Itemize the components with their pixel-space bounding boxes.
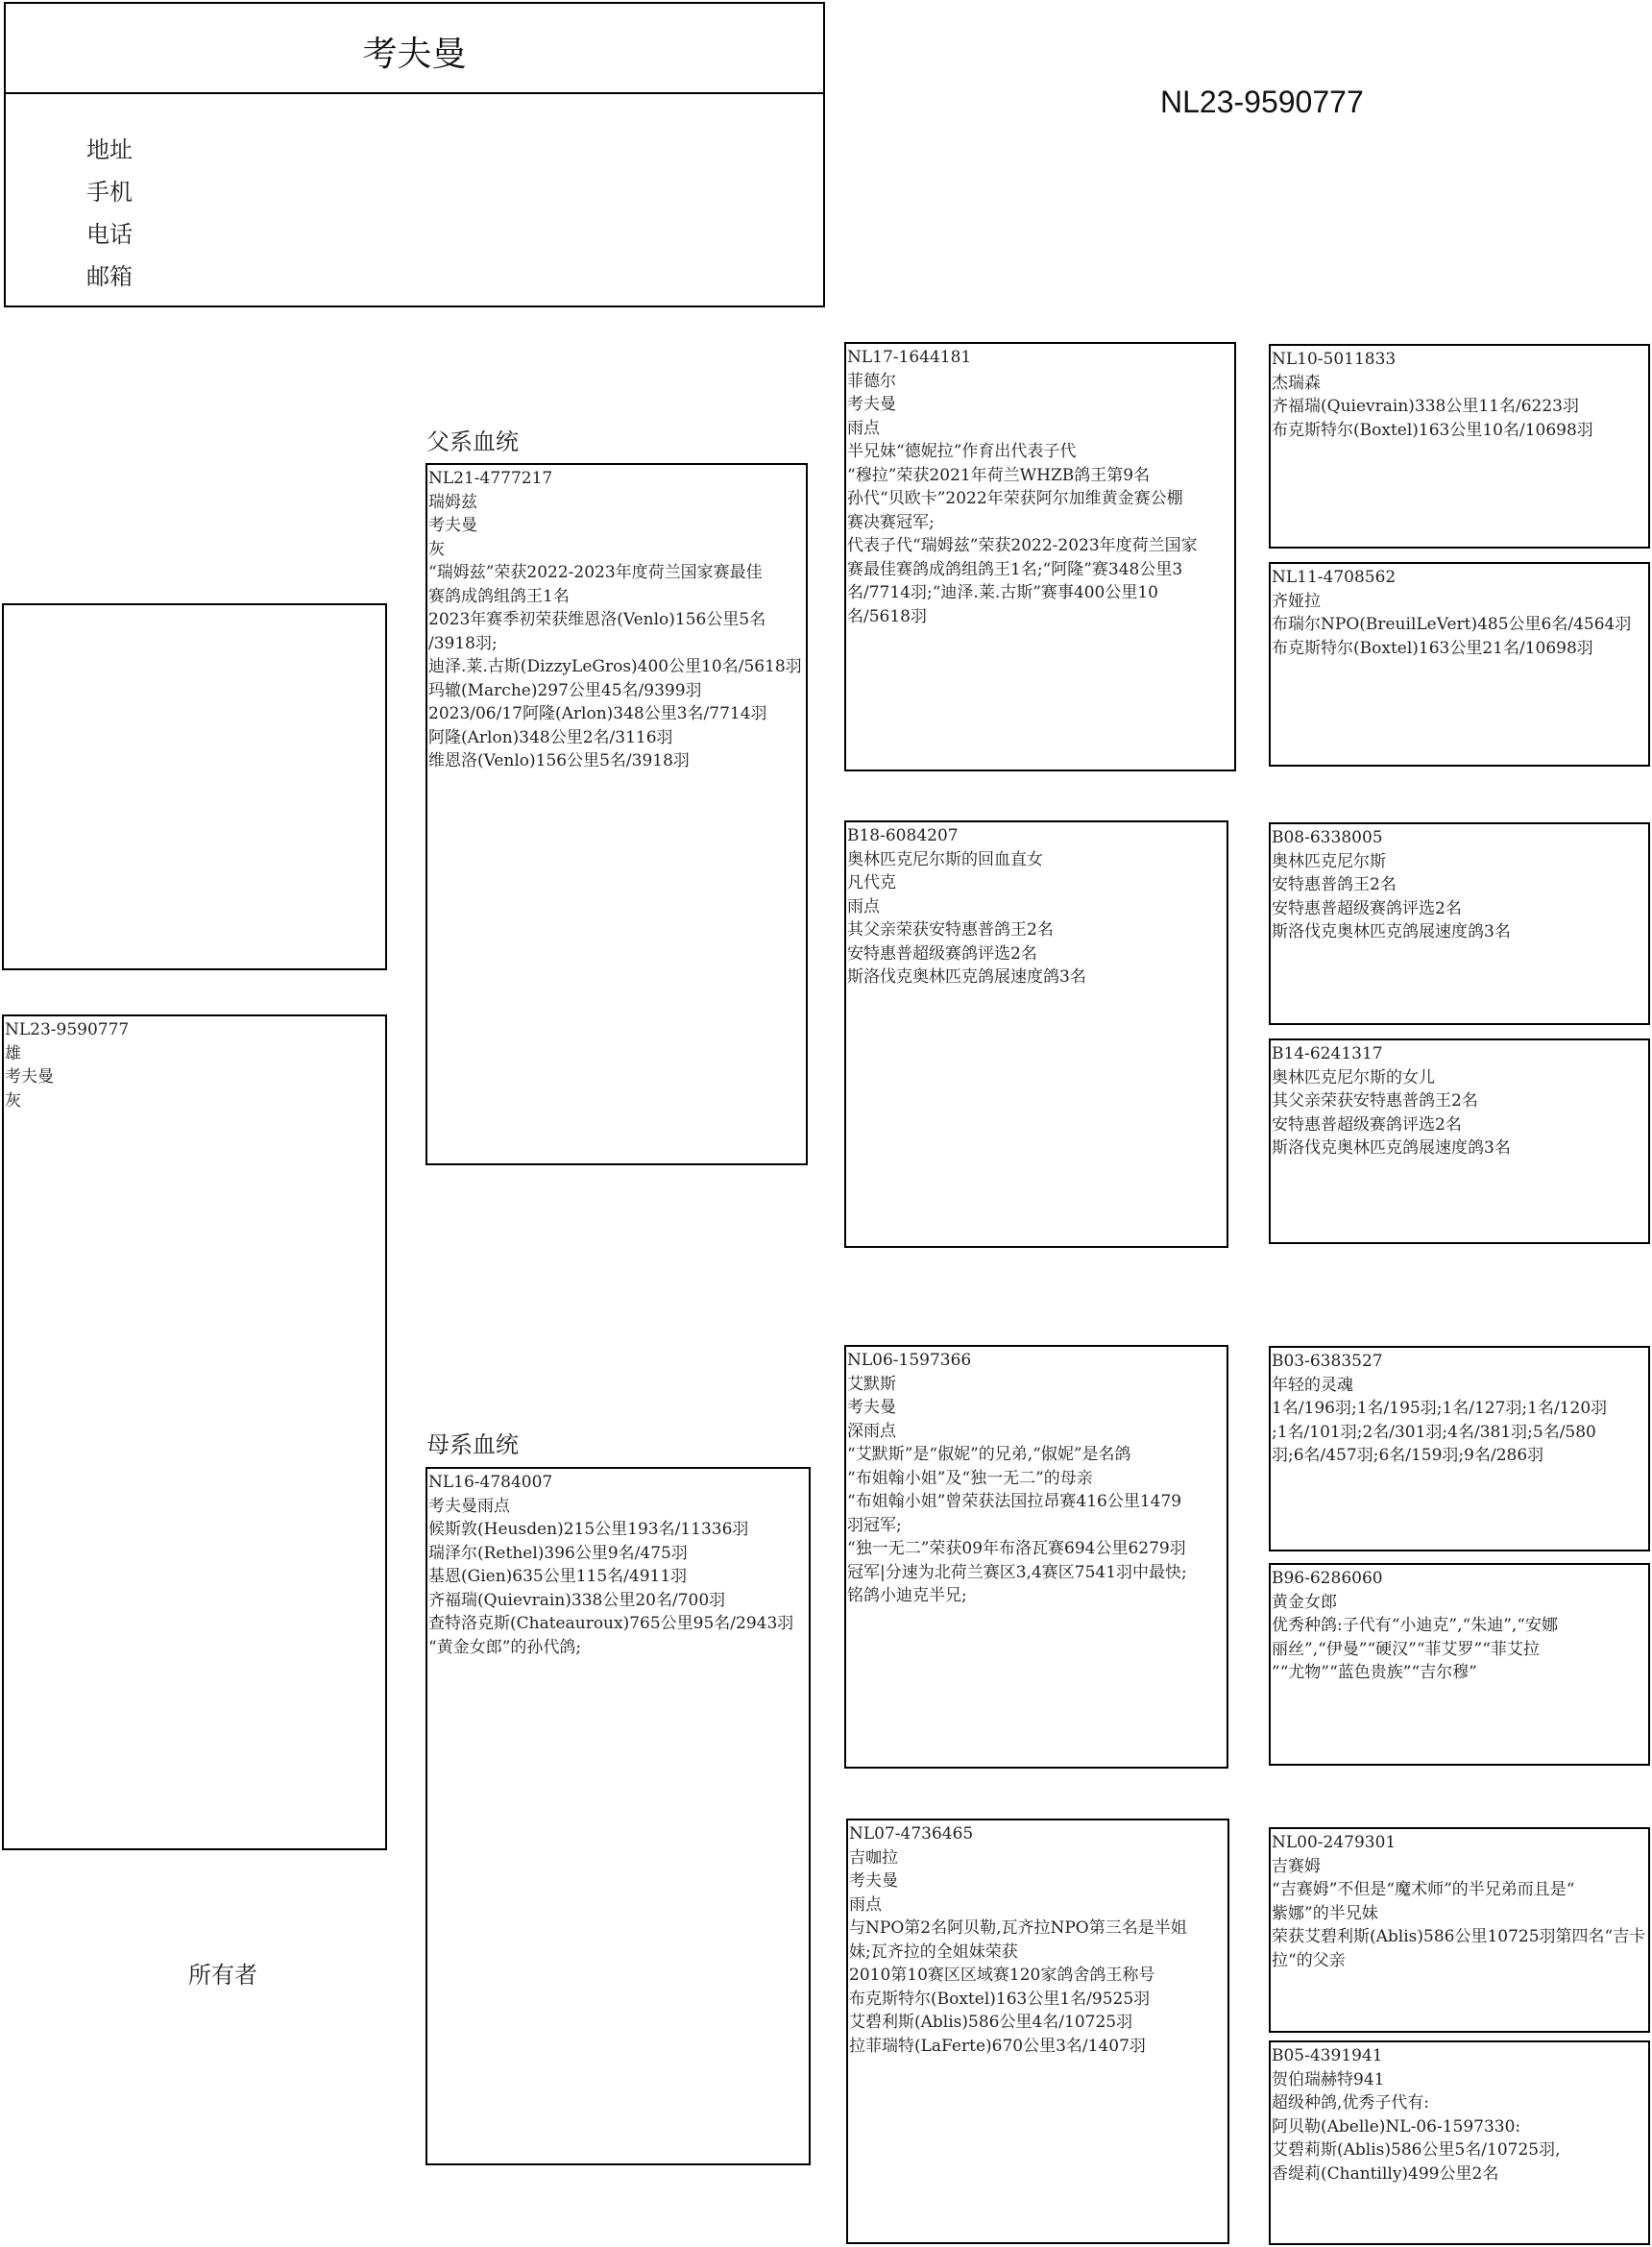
ggp-1-box bbox=[1269, 344, 1650, 549]
info-line: 安特惠普超级赛鸽评选2名 bbox=[1272, 1114, 1462, 1135]
ggp-4-box bbox=[1269, 1038, 1650, 1244]
info-line: “瑞姆兹”荣获2022-2023年度荷兰国家赛最佳 bbox=[428, 563, 763, 582]
info-line: 奥林匹克尼尔斯 bbox=[1272, 851, 1386, 871]
info-line: 杰瑞森 bbox=[1272, 373, 1321, 393]
info-line: 斯洛伐克奥林匹克鸽展速度鸽3名 bbox=[1272, 1138, 1511, 1158]
info-line: NL23-9590777 bbox=[5, 1020, 130, 1039]
ggp-6-box bbox=[1269, 1563, 1650, 1766]
info-line: 年轻的灵魂 bbox=[1272, 1375, 1353, 1395]
info-line: B18-6084207 bbox=[847, 826, 959, 845]
info-line: 代表子代“瑞姆兹”荣获2022-2023年度荷兰国家 bbox=[847, 536, 1198, 555]
info-line: 羽;6名/457羽;6名/159羽;9名/286羽 bbox=[1272, 1446, 1544, 1465]
contact-address-label: 地址 bbox=[86, 136, 133, 163]
info-line: 奥林匹克尼尔斯的回血直女 bbox=[847, 849, 1043, 869]
info-line: 斯洛伐克奥林匹克鸽展速度鸽3名 bbox=[1272, 922, 1511, 941]
info-line: ”“尤物”“蓝色贵族”“吉尔穆” bbox=[1272, 1663, 1477, 1682]
info-line: 布瑞尔NPO(BreuilLeVert)485公里6名/4564羽 bbox=[1272, 615, 1632, 634]
info-line: “黄金女郎”的孙代鸽; bbox=[428, 1637, 582, 1657]
sire-box bbox=[425, 463, 808, 1165]
info-line: 凡代克 bbox=[847, 873, 896, 892]
info-line: 拉“的父亲 bbox=[1272, 1950, 1346, 1970]
info-line: 羽冠军; bbox=[847, 1515, 902, 1535]
info-line: “布姐翰小姐”曾荣获法国拉昂赛416公里1479 bbox=[847, 1492, 1182, 1511]
info-line: NL11-4708562 bbox=[1272, 568, 1397, 587]
info-line: 考夫曼 bbox=[5, 1067, 54, 1087]
sire-content bbox=[427, 465, 806, 773]
info-line: NL21-4777217 bbox=[428, 469, 553, 488]
info-line: 灰 bbox=[428, 539, 445, 559]
info-line: “吉赛姆”不但是“魔术师”的半兄弟而且是“ bbox=[1272, 1880, 1575, 1899]
info-line: 艾碧利斯(Ablis)586公里4名/10725羽 bbox=[849, 2013, 1133, 2032]
info-line: 瑞泽尔(Rethel)396公里9名/475羽 bbox=[428, 1543, 688, 1563]
info-line: 齐娅拉 bbox=[1272, 591, 1321, 611]
info-line: 雄 bbox=[5, 1043, 21, 1063]
info-line: 齐福瑞(Quievrain)338公里20名/700羽 bbox=[428, 1590, 726, 1610]
info-line: B14-6241317 bbox=[1272, 1044, 1383, 1063]
ggp-2-content bbox=[1271, 564, 1648, 660]
owner-label: 所有者 bbox=[188, 1962, 257, 1989]
contact-email-label: 邮箱 bbox=[86, 263, 133, 290]
info-line: “独一无二”荣获09年布洛瓦赛694公里6279羽 bbox=[847, 1539, 1186, 1558]
ggp-1-content bbox=[1271, 346, 1648, 442]
ggp-8-content bbox=[1271, 2042, 1648, 2186]
owner-name: 考夫曼 bbox=[362, 35, 467, 74]
info-line: 超级种鸽,优秀子代有: bbox=[1272, 2093, 1430, 2113]
info-line: 查特洛克斯(Chateauroux)765公里95名/2943羽 bbox=[428, 1614, 794, 1633]
header-box bbox=[4, 2, 825, 307]
photo-box bbox=[2, 603, 387, 970]
granddam-paternal-box bbox=[844, 820, 1228, 1248]
subject-pigeon-box bbox=[2, 1014, 387, 1850]
dam-content bbox=[427, 1469, 809, 1659]
info-line: 贺伯瑞赫特941 bbox=[1272, 2069, 1385, 2089]
info-line: 拉菲瑞特(LaFerte)670公里3名/1407羽 bbox=[849, 2036, 1146, 2056]
info-line: 赛决赛冠军; bbox=[847, 512, 935, 532]
info-line: NL06-1597366 bbox=[847, 1351, 972, 1370]
granddam-maternal-box bbox=[846, 1819, 1229, 2244]
info-line: 艾默斯 bbox=[847, 1374, 896, 1394]
info-line: “布姐翰小姐”及“独一无二”的母亲 bbox=[847, 1468, 1093, 1488]
info-line: 安特惠普鸽王2名 bbox=[1272, 875, 1397, 894]
info-line: 艾碧莉斯(Ablis)586公里5名/10725羽, bbox=[1272, 2140, 1561, 2160]
info-line: 黄金女郎 bbox=[1272, 1592, 1337, 1612]
ggp-8-box bbox=[1269, 2040, 1650, 2245]
info-line: 吉咖拉 bbox=[849, 1847, 898, 1868]
info-line: 优秀种鸽:子代有“小迪克”,“朱迪”,“安娜 bbox=[1272, 1616, 1558, 1635]
info-line: 吉赛姆 bbox=[1272, 1856, 1321, 1876]
info-line: /3918羽; bbox=[428, 633, 498, 653]
info-line: 1名/196羽;1名/195羽;1名/127羽;1名/120羽 bbox=[1272, 1399, 1608, 1418]
info-line: 丽丝”,“伊曼”“硬汉”“菲艾罗”“菲艾拉 bbox=[1272, 1639, 1540, 1659]
info-line: 与NPO第2名阿贝勒,瓦齐拉NPO第三名是半姐 bbox=[849, 1918, 1187, 1938]
granddam-maternal-content bbox=[848, 1820, 1227, 2058]
info-line: 阿隆(Arlon)348公里2名/3116羽 bbox=[428, 727, 673, 747]
info-line: “艾默斯”是“俶妮”的兄弟,“俶妮”是名鸽 bbox=[847, 1445, 1131, 1464]
info-line: ;1名/101羽;2名/301羽;4名/381羽;5名/580 bbox=[1272, 1422, 1596, 1442]
info-line: NL00-2479301 bbox=[1272, 1833, 1397, 1852]
info-line: 维恩洛(Venlo)156公里5名/3918羽 bbox=[428, 751, 690, 770]
info-line: 迪泽.莱.古斯(DizzyLeGros)400公里10名/5618羽 bbox=[428, 657, 802, 676]
info-line: 齐福瑞(Quievrain)338公里11名/6223羽 bbox=[1272, 397, 1579, 416]
info-line: 奥林匹克尼尔斯的女儿 bbox=[1272, 1067, 1435, 1087]
header-divider bbox=[6, 92, 823, 94]
info-line: 雨点 bbox=[847, 896, 880, 916]
info-line: 布克斯特尔(Boxtel)163公里21名/10698羽 bbox=[1272, 638, 1593, 658]
info-line: B96-6286060 bbox=[1272, 1569, 1383, 1588]
ggp-3-content bbox=[1271, 824, 1648, 944]
info-line: 香缇莉(Chantilly)499公里2名 bbox=[1272, 2163, 1499, 2184]
info-line: 玛辙(Marche)297公里45名/9399羽 bbox=[428, 680, 702, 700]
info-line: 考夫曼 bbox=[847, 395, 896, 414]
info-line: 候斯敦(Heusden)215公里193名/11336羽 bbox=[428, 1520, 749, 1539]
ggp-7-box bbox=[1269, 1827, 1650, 2033]
info-line: “穆拉”荣获2021年荷兰WHZB鸽王第9名 bbox=[847, 465, 1151, 485]
info-line: 灰 bbox=[5, 1090, 21, 1111]
info-line: 阿贝勒(Abelle)NL-06-1597330: bbox=[1272, 2116, 1521, 2137]
info-line: 雨点 bbox=[847, 418, 880, 438]
info-line: B05-4391941 bbox=[1272, 2046, 1383, 2065]
ggp-5-content bbox=[1271, 1348, 1648, 1468]
info-line: 铭鸽小迪克半兄; bbox=[847, 1586, 967, 1605]
info-line: 名/5618羽 bbox=[847, 606, 927, 626]
grandsire-paternal-box bbox=[844, 342, 1236, 771]
info-line: 孙代“贝欧卡”2022年荣获阿尔加维黄金赛公棚 bbox=[847, 489, 1183, 508]
info-line: 斯洛伐克奥林匹克鸽展速度鸽3名 bbox=[847, 967, 1086, 987]
info-line: B03-6383527 bbox=[1272, 1352, 1383, 1371]
grandsire-paternal-content bbox=[846, 344, 1234, 628]
info-line: 妹;瓦齐拉的全姐妹荣获 bbox=[849, 1942, 1018, 1962]
info-line: 荣获艾碧利斯(Ablis)586公里10725羽第四名“吉卡 bbox=[1272, 1927, 1646, 1946]
info-line: 半兄妹“德妮拉”作育出代表子代 bbox=[847, 442, 1077, 461]
dam-box bbox=[425, 1467, 811, 2165]
info-line: 布克斯特尔(Boxtel)163公里10名/10698羽 bbox=[1272, 420, 1593, 440]
info-line: B08-6338005 bbox=[1272, 828, 1383, 847]
info-line: 安特惠普超级赛鸽评选2名 bbox=[847, 943, 1037, 964]
info-line: 赛鸽成鸽组鸽王1名 bbox=[428, 586, 570, 606]
ggp-7-content bbox=[1271, 1829, 1648, 1972]
sire-line-label: 父系血统 bbox=[426, 428, 519, 455]
contact-phone-label: 电话 bbox=[86, 221, 133, 248]
info-line: 2023年赛季初荣获维恩洛(Venlo)156公里5名 bbox=[428, 610, 766, 629]
ggp-5-box bbox=[1269, 1346, 1650, 1551]
grandsire-maternal-box bbox=[844, 1345, 1228, 1769]
info-line: 布克斯特尔(Boxtel)163公里1名/9525羽 bbox=[849, 1989, 1151, 2009]
info-line: 菲德尔 bbox=[847, 371, 896, 391]
ggp-3-box bbox=[1269, 822, 1650, 1025]
ggp-6-content bbox=[1271, 1565, 1648, 1685]
ggp-4-content bbox=[1271, 1040, 1648, 1160]
info-line: 2023/06/17阿隆(Arlon)348公里3名/7714羽 bbox=[428, 704, 767, 723]
info-line: 冠军|分速为北荷兰赛区3,4赛区7541羽中最快; bbox=[847, 1562, 1187, 1582]
info-line: 考夫曼 bbox=[428, 516, 477, 535]
grandsire-maternal-content bbox=[846, 1347, 1227, 1608]
info-line: 名/7714羽;“迪泽.莱.古斯”赛事400公里10 bbox=[847, 583, 1158, 602]
info-line: 雨点 bbox=[849, 1894, 882, 1915]
granddam-paternal-content bbox=[846, 822, 1227, 989]
info-line: 赛最佳赛鸽成鸽组鸽王1名;“阿隆”赛348公里3 bbox=[847, 559, 1183, 579]
info-line: NL10-5011833 bbox=[1272, 350, 1397, 369]
info-line: 考夫曼雨点 bbox=[428, 1496, 510, 1516]
dam-line-label: 母系血统 bbox=[426, 1431, 519, 1458]
info-line: 2010第10赛区区域赛120家鸽舍鸽王称号 bbox=[849, 1966, 1155, 1985]
info-line: 安特惠普超级赛鸽评选2名 bbox=[1272, 898, 1462, 918]
info-line: 瑞姆兹 bbox=[428, 492, 477, 512]
info-line: 考夫曼 bbox=[847, 1398, 896, 1417]
info-line: 其父亲荣获安特惠普鸽王2名 bbox=[1272, 1091, 1478, 1111]
ggp-2-box bbox=[1269, 562, 1650, 767]
info-line: NL17-1644181 bbox=[847, 348, 972, 367]
info-line: NL16-4784007 bbox=[428, 1473, 553, 1492]
info-line: 紫娜”的半兄妹 bbox=[1272, 1903, 1378, 1923]
info-line: NL07-4736465 bbox=[849, 1824, 974, 1844]
info-line: 其父亲荣获安特惠普鸽王2名 bbox=[847, 920, 1054, 940]
subject-pigeon-content bbox=[4, 1016, 385, 1112]
info-line: 深雨点 bbox=[847, 1421, 896, 1441]
info-line: 基恩(Gien)635公里115名/4911羽 bbox=[428, 1567, 688, 1586]
contact-mobile-label: 手机 bbox=[86, 179, 133, 206]
info-line: 考夫曼 bbox=[849, 1871, 898, 1891]
ring-number-heading: NL23-9590777 bbox=[1160, 85, 1364, 119]
